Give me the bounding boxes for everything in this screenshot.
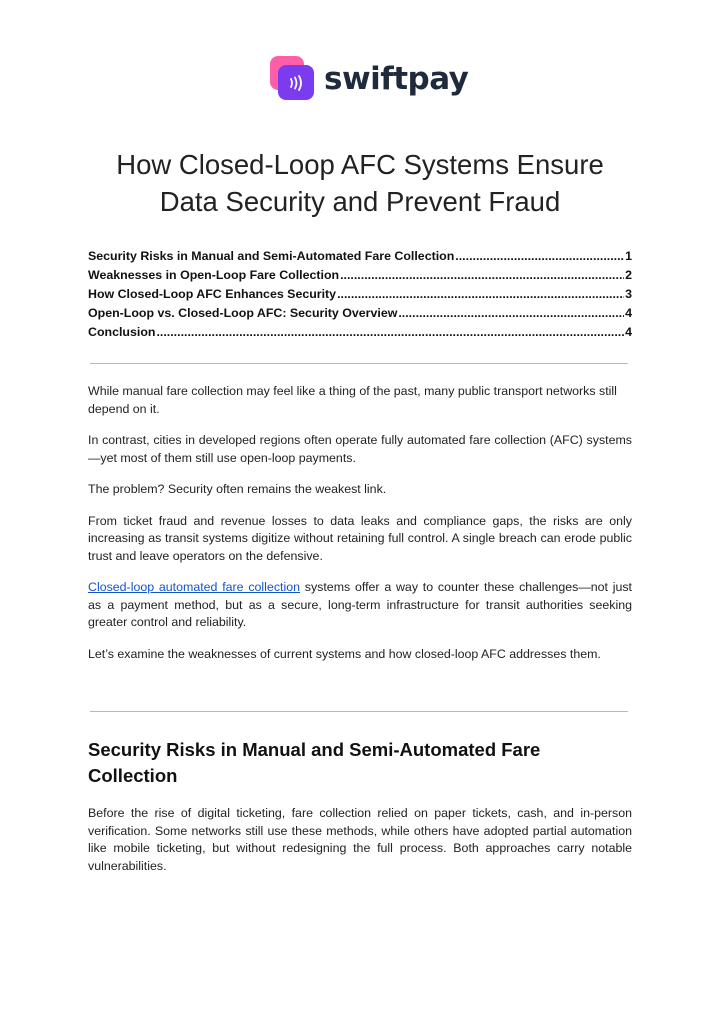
toc-page: 1 — [625, 249, 632, 263]
title-line-1: How Closed-Loop AFC Systems Ensure — [116, 149, 604, 180]
toc-page: 2 — [625, 268, 632, 282]
intro-paragraph-2: In contrast, cities in developed regions often operate fully automated fare collection (AFC) systems—yet most of them still use open-loop payments. — [88, 433, 632, 465]
divider-middle — [90, 711, 628, 712]
title-line-2: Data Security and Prevent Fraud — [159, 186, 561, 217]
toc-leader — [337, 287, 624, 301]
section-paragraph-1: Before the rise of digital ticketing, fare collection relied on paper tickets, cash, and in-person verification. Some networks still use these methods, while others have adopted partial automation like mobile ticketing, but without redesigning the full process. Both approaches carry notable vulnerabilities. — [88, 806, 632, 873]
toc-item-closed-loop-security[interactable] — [88, 287, 632, 306]
swiftpay-logo — [270, 56, 468, 102]
intro-paragraph-3: The problem? Security often remains the weakest link. — [88, 482, 387, 496]
section-security-risks — [88, 737, 632, 889]
logo-mark — [270, 56, 316, 102]
intro-paragraph-5-text: systems offer a way to counter these challenges—not just as a payment method, but as a secure, long-term infrastructure for transit authorities seeking greater control and reliability. — [88, 580, 632, 629]
intro-paragraph-6: Let’s examine the weaknesses of current systems and how closed-loop AFC addresses them. — [88, 646, 601, 661]
toc-leader — [398, 306, 624, 320]
closed-loop-afc-link[interactable]: Closed-loop automated fare collection — [88, 580, 300, 594]
toc-label: How Closed-Loop AFC Enhances Security — [88, 287, 337, 301]
toc-item-security-risks[interactable] — [88, 249, 632, 268]
toc-item-security-overview[interactable] — [88, 306, 632, 325]
toc-item-open-loop-weaknesses[interactable] — [88, 268, 632, 287]
toc-label: Weaknesses in Open-Loop Fare Collection — [88, 268, 340, 282]
logo-front-square — [278, 65, 314, 100]
intro-paragraph-5 — [88, 579, 632, 632]
toc-leader — [455, 249, 624, 263]
toc-label: Open-Loop vs. Closed-Loop AFC: Security Overview — [88, 306, 398, 320]
brand-name: swiftpay — [324, 61, 469, 97]
divider-top — [90, 363, 628, 364]
page-title — [60, 146, 660, 220]
toc-page: 4 — [625, 325, 632, 339]
toc-label: Conclusion — [88, 325, 156, 339]
toc-page: 3 — [625, 287, 632, 301]
intro-paragraph-4: From ticket fraud and revenue losses to data leaks and compliance gaps, the risks are only increasing as transit systems digitize without retaining full control. A single breach can erode public trust and leave operators on the defensive. — [88, 513, 632, 563]
intro-section — [88, 383, 632, 677]
toc-leader — [340, 268, 624, 282]
table-of-contents — [88, 249, 632, 344]
section-heading: Security Risks in Manual and Semi-Automated Fare Collection — [88, 739, 541, 786]
toc-leader — [156, 325, 624, 339]
toc-label: Security Risks in Manual and Semi-Automated Fare Collection — [88, 249, 455, 263]
intro-paragraph-1: While manual fare collection may feel like a thing of the past, many public transport networks still depend on it. — [88, 384, 617, 416]
toc-page: 4 — [625, 306, 632, 320]
toc-item-conclusion[interactable] — [88, 325, 632, 344]
contactless-icon — [286, 75, 306, 91]
